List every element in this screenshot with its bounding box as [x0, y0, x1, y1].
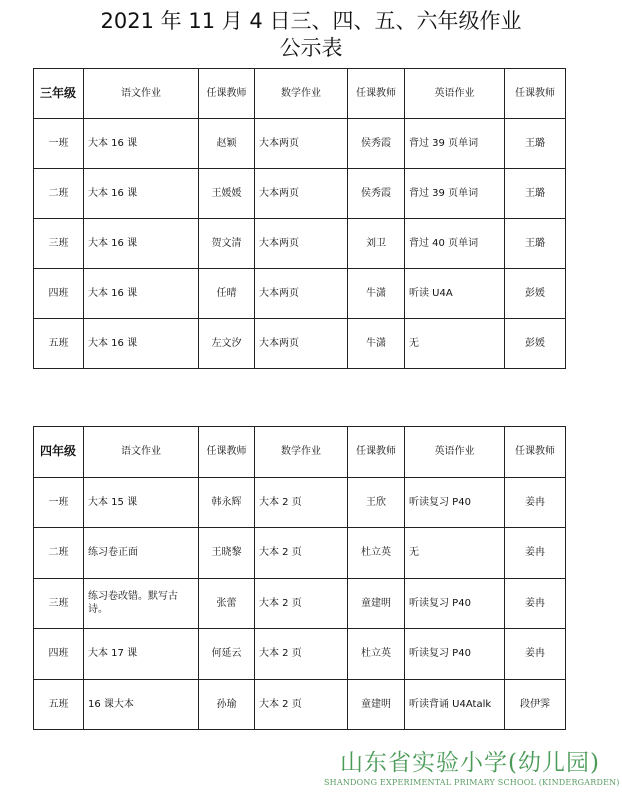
chinese-homework-cell: 大本 17 课 — [84, 629, 199, 680]
chinese-teacher-cell: 贺文清 — [199, 219, 255, 269]
english-homework-cell: 背过 40 页单词 — [405, 219, 505, 269]
english-teacher-cell: 彭媛 — [505, 269, 566, 319]
grade-label: 四年级 — [34, 427, 84, 478]
math-teacher-cell: 刘卫 — [348, 219, 405, 269]
class-cell: 二班 — [34, 528, 84, 579]
chinese-homework-cell: 练习卷改错。默写古诗。 — [84, 578, 199, 629]
chinese-teacher-cell: 左文汐 — [199, 319, 255, 369]
english-teacher-cell: 段伊霁 — [505, 679, 566, 730]
english-homework-cell: 听读复习 P40 — [405, 477, 505, 528]
english-homework-cell: 无 — [405, 319, 505, 369]
table-row — [34, 219, 566, 269]
english-teacher-cell: 王璐 — [505, 219, 566, 269]
english-homework-cell: 背过 39 页单词 — [405, 169, 505, 219]
class-cell: 三班 — [34, 578, 84, 629]
school-logo — [324, 748, 620, 796]
chinese-homework-cell: 大本 16 课 — [84, 169, 199, 219]
column-header: 数学作业 — [255, 427, 348, 478]
chinese-teacher-cell: 韩永辉 — [199, 477, 255, 528]
english-homework-cell: 听读复习 P40 — [405, 578, 505, 629]
math-homework-cell: 大本 2 页 — [255, 629, 348, 680]
grade4-homework-table — [33, 426, 566, 730]
chinese-homework-cell: 大本 16 课 — [84, 269, 199, 319]
class-cell: 一班 — [34, 119, 84, 169]
math-teacher-cell: 侯秀霞 — [348, 169, 405, 219]
math-homework-cell: 大本 2 页 — [255, 528, 348, 579]
table-row — [34, 169, 566, 219]
column-header: 英语作业 — [405, 69, 505, 119]
column-header: 任课教师 — [505, 427, 566, 478]
math-teacher-cell: 侯秀霞 — [348, 119, 405, 169]
english-teacher-cell: 王璐 — [505, 169, 566, 219]
english-homework-cell: 听读复习 P40 — [405, 629, 505, 680]
grade3-homework-table — [33, 68, 566, 369]
chinese-teacher-cell: 张蕾 — [199, 578, 255, 629]
math-homework-cell: 大本两页 — [255, 269, 348, 319]
header-row — [34, 69, 566, 119]
english-homework-cell: 听读背诵 U4Atalk — [405, 679, 505, 730]
table-row — [34, 578, 566, 629]
table-row — [34, 528, 566, 579]
column-header: 语文作业 — [84, 69, 199, 119]
column-header: 英语作业 — [405, 427, 505, 478]
english-teacher-cell: 姜冉 — [505, 629, 566, 680]
math-teacher-cell: 童建明 — [348, 679, 405, 730]
title-line-2: 公示表 — [279, 36, 343, 60]
math-teacher-cell: 杜立英 — [348, 629, 405, 680]
english-homework-cell: 无 — [405, 528, 505, 579]
english-teacher-cell: 姜冉 — [505, 528, 566, 579]
english-teacher-cell: 姜冉 — [505, 578, 566, 629]
table-body — [34, 427, 566, 730]
chinese-teacher-cell: 赵颖 — [199, 119, 255, 169]
chinese-teacher-cell: 任晴 — [199, 269, 255, 319]
column-header: 数学作业 — [255, 69, 348, 119]
english-homework-cell: 背过 39 页单词 — [405, 119, 505, 169]
table-row — [34, 629, 566, 680]
math-teacher-cell: 杜立英 — [348, 528, 405, 579]
math-homework-cell: 大本两页 — [255, 169, 348, 219]
column-header: 任课教师 — [505, 69, 566, 119]
column-header: 任课教师 — [348, 427, 405, 478]
english-teacher-cell: 王璐 — [505, 119, 566, 169]
class-cell: 三班 — [34, 219, 84, 269]
chinese-teacher-cell: 何延云 — [199, 629, 255, 680]
grade-label: 三年级 — [34, 69, 84, 119]
chinese-teacher-cell: 孙瑜 — [199, 679, 255, 730]
table-row — [34, 119, 566, 169]
math-teacher-cell: 牛潇 — [348, 319, 405, 369]
chinese-teacher-cell: 王媛媛 — [199, 169, 255, 219]
class-cell: 四班 — [34, 629, 84, 680]
math-homework-cell: 大本 2 页 — [255, 679, 348, 730]
table-body — [34, 69, 566, 369]
math-homework-cell: 大本 2 页 — [255, 578, 348, 629]
table-row — [34, 679, 566, 730]
english-teacher-cell: 姜冉 — [505, 477, 566, 528]
class-cell: 五班 — [34, 679, 84, 730]
english-homework-cell: 听读 U4A — [405, 269, 505, 319]
chinese-homework-cell: 大本 16 课 — [84, 119, 199, 169]
math-teacher-cell: 王欣 — [348, 477, 405, 528]
math-homework-cell: 大本两页 — [255, 319, 348, 369]
column-header: 任课教师 — [199, 427, 255, 478]
math-homework-cell: 大本 2 页 — [255, 477, 348, 528]
title-line-1: 2021 年 11 月 4 日三、四、五、六年级作业 — [100, 9, 522, 33]
chinese-homework-cell: 16 课大本 — [84, 679, 199, 730]
page-title — [0, 8, 622, 62]
column-header: 任课教师 — [348, 69, 405, 119]
math-teacher-cell: 童建明 — [348, 578, 405, 629]
math-homework-cell: 大本两页 — [255, 219, 348, 269]
math-teacher-cell: 牛潇 — [348, 269, 405, 319]
math-homework-cell: 大本两页 — [255, 119, 348, 169]
logo-english-name: SHANDONG EXPERIMENTAL PRIMARY SCHOOL (KINDERGARDEN) — [324, 778, 620, 787]
chinese-homework-cell: 大本 16 课 — [84, 219, 199, 269]
column-header: 任课教师 — [199, 69, 255, 119]
table-row — [34, 319, 566, 369]
class-cell: 二班 — [34, 169, 84, 219]
column-header: 语文作业 — [84, 427, 199, 478]
chinese-homework-cell: 大本 16 课 — [84, 319, 199, 369]
chinese-teacher-cell: 王晓黎 — [199, 528, 255, 579]
logo-chinese-name: 山东省实验小学(幼儿园) — [340, 750, 600, 776]
class-cell: 五班 — [34, 319, 84, 369]
class-cell: 一班 — [34, 477, 84, 528]
chinese-homework-cell: 练习卷正面 — [84, 528, 199, 579]
class-cell: 四班 — [34, 269, 84, 319]
header-row — [34, 427, 566, 478]
table-row — [34, 477, 566, 528]
chinese-homework-cell: 大本 15 课 — [84, 477, 199, 528]
table-row — [34, 269, 566, 319]
english-teacher-cell: 彭媛 — [505, 319, 566, 369]
